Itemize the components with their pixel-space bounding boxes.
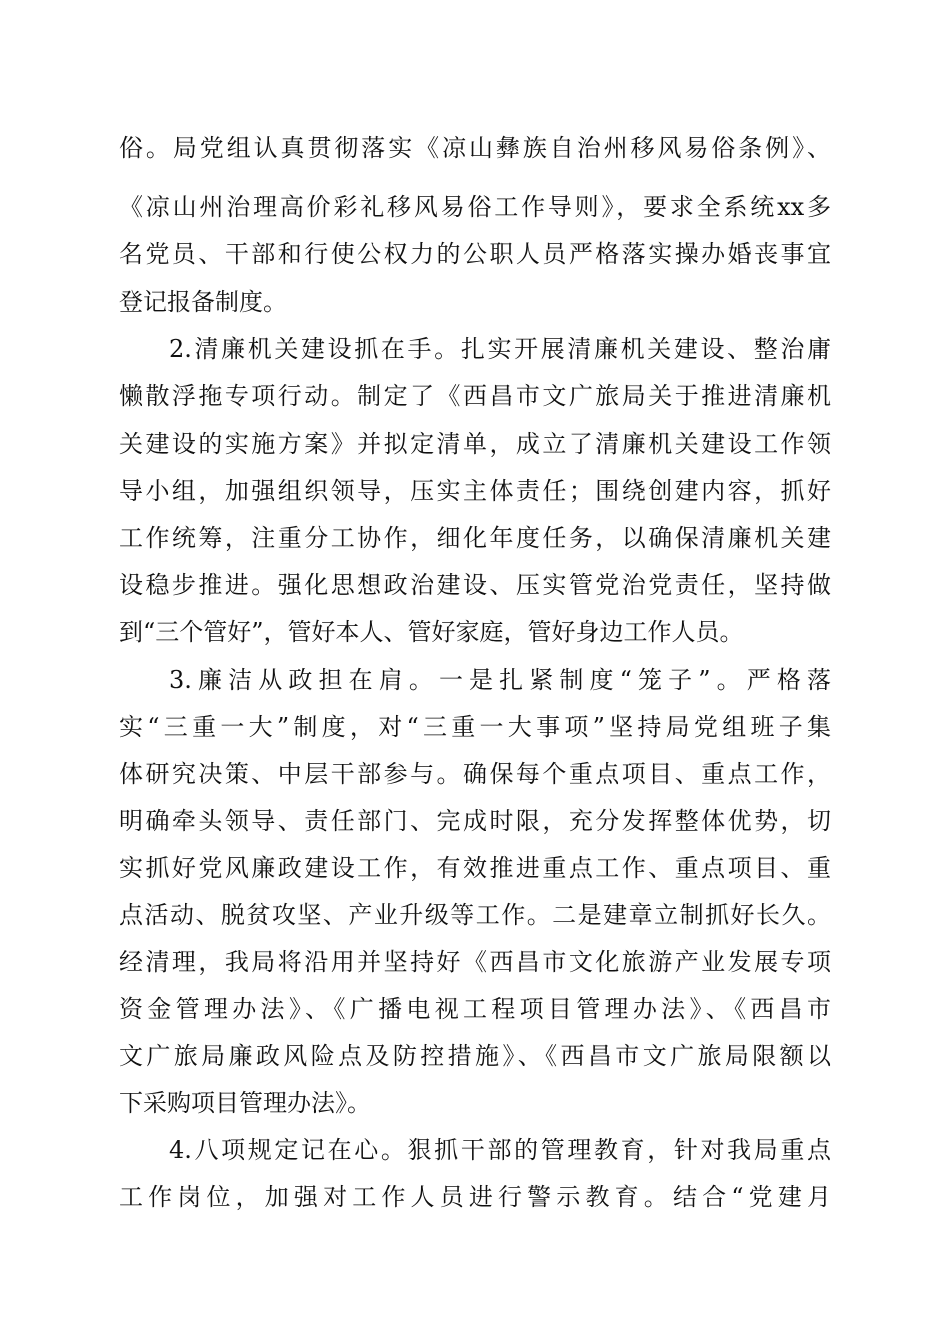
text-line: 到“三个管好”，管好本人、管好家庭，管好身边工作人员。 [119,618,744,646]
text-line: 名党员、干部和行使公权力的公职人员严格落实操办婚丧事宜 [119,240,831,268]
text-line: 文广旅局廉政风险点及防控措施》、《西昌市文广旅局限额以 [119,1042,831,1070]
text-line: 设稳步推进。强化思想政治建设、压实管党治党责任，坚持做 [119,571,831,599]
text-line: 工作岗位，加强对工作人员进行警示教育。结合“党建月 [119,1183,831,1211]
text-line: 登记报备制度。 [119,288,287,316]
text-line: 俗。局党组认真贯彻落实《凉山彝族自治州移风易俗条例》、 [119,134,831,162]
text-line: 实“三重一大”制度，对“三重一大事项”坚持局党组班子集 [119,713,831,741]
text-line: 资金管理办法》、《广播电视工程项目管理办法》、《西昌市 [119,995,831,1023]
text-line: 2.清廉机关建设抓在手。扎实开展清廉机关建设、整治庸 [169,335,831,363]
text-line: 4.八项规定记在心。狠抓干部的管理教育，针对我局重点 [169,1136,831,1164]
text-line: 明确牵头领导、责任部门、完成时限，充分发挥整体优势，切 [119,807,831,835]
text-line: 工作统筹，注重分工协作，细化年度任务，以确保清廉机关建 [119,524,831,552]
text-line: 3.廉洁从政担在肩。一是扎紧制度“笼子”。严格落 [169,666,831,694]
text-line: 点活动、脱贫攻坚、产业升级等工作。二是建章立制抓好长久。 [119,901,831,929]
text-line: 懒散浮拖专项行动。制定了《西昌市文广旅局关于推进清廉机 [119,382,831,410]
text-line: 实抓好党风廉政建设工作，有效推进重点工作、重点项目、重 [119,854,831,882]
text-line: 关建设的实施方案》并拟定清单，成立了清廉机关建设工作领 [119,430,831,458]
text-line: 导小组，加强组织领导，压实主体责任；围绕创建内容，抓好 [119,477,831,505]
text-line: 经清理，我局将沿用并坚持好《西昌市文化旅游产业发展专项 [119,948,831,976]
text-line: 《凉山州治理高价彩礼移风易俗工作导则》，要求全系统xx多 [119,193,831,221]
text-line: 下采购项目管理办法》。 [119,1089,371,1117]
text-line: 体研究决策、中层干部参与。确保每个重点项目、重点工作， [119,760,831,788]
